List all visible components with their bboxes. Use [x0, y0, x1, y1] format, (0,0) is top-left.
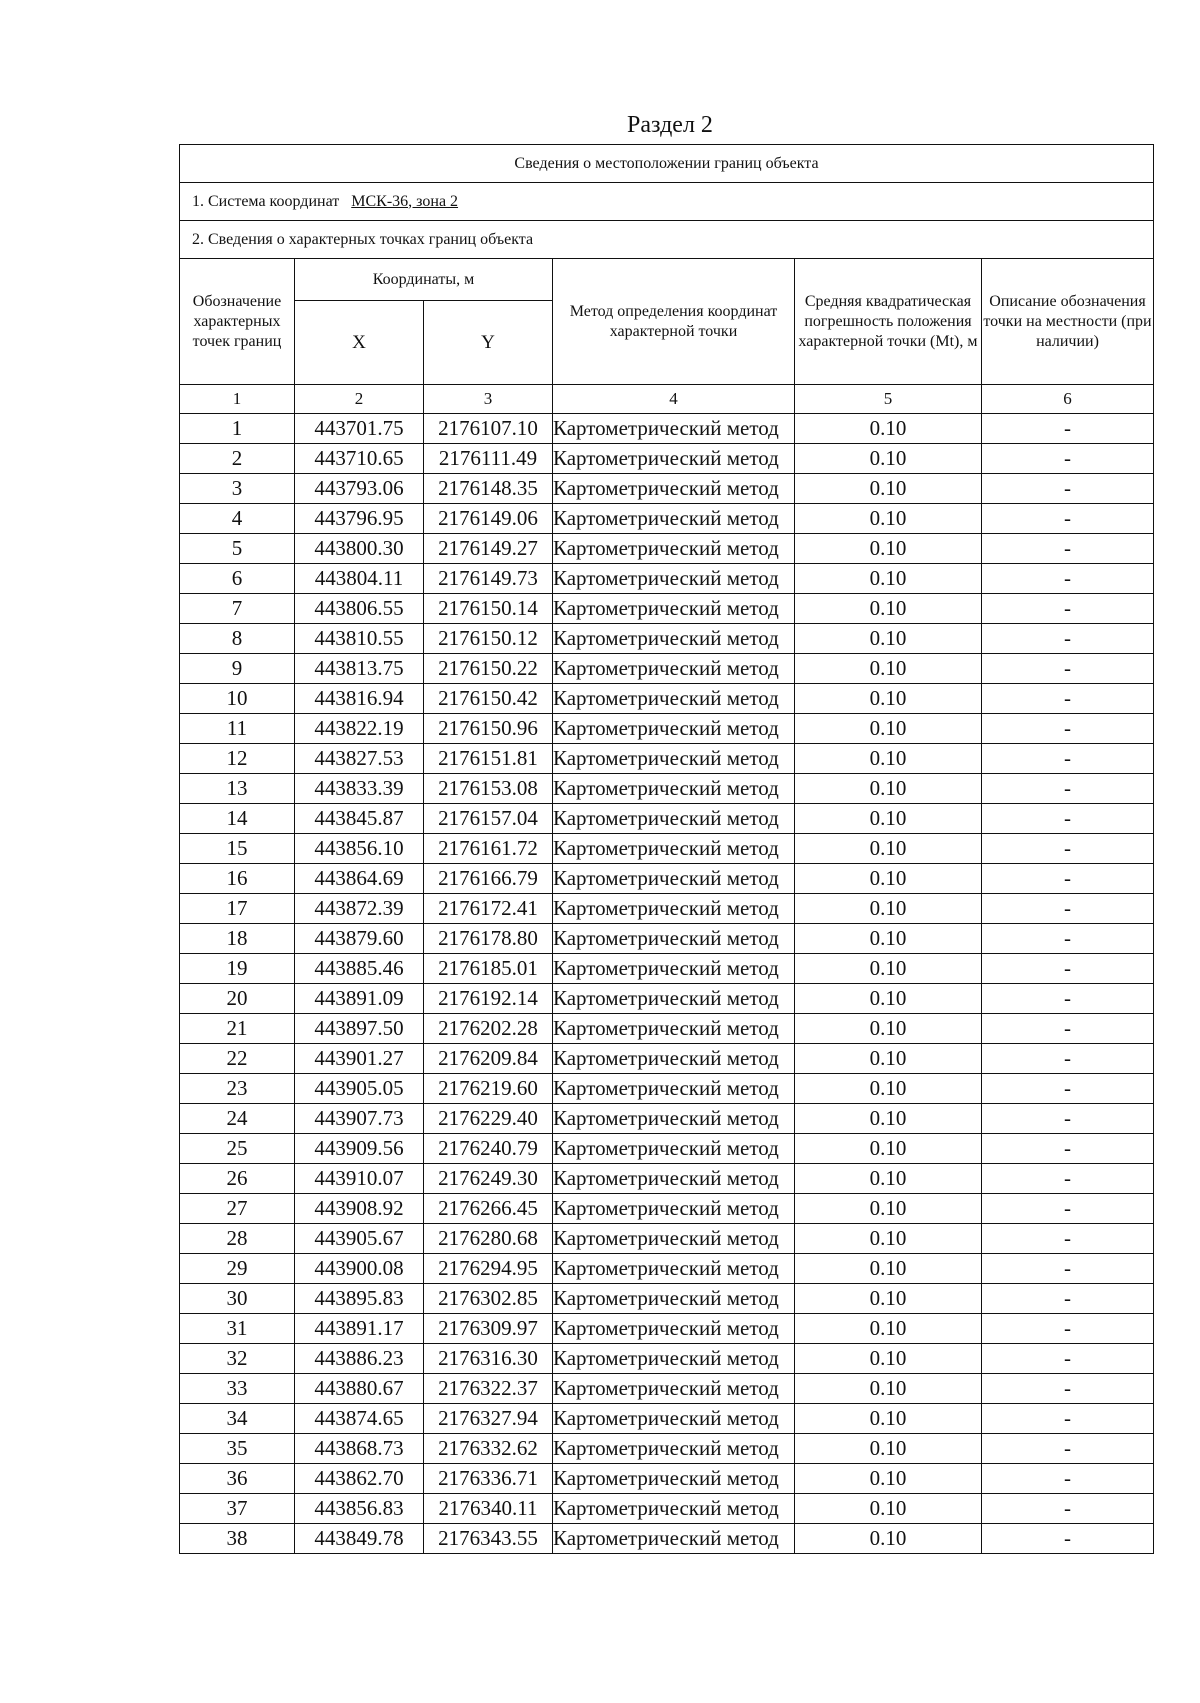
method-cell: Картометрический метод	[553, 1134, 795, 1164]
x-coordinate-cell: 443891.17	[295, 1314, 424, 1344]
table-row	[180, 1524, 1154, 1554]
description-cell: -	[982, 1164, 1154, 1194]
x-coordinate-cell: 443909.56	[295, 1134, 424, 1164]
x-coordinate-cell: 443891.09	[295, 984, 424, 1014]
table-row	[180, 1104, 1154, 1134]
y-coordinate-cell: 2176309.97	[424, 1314, 553, 1344]
table-row	[180, 1194, 1154, 1224]
y-coordinate-cell: 2176161.72	[424, 834, 553, 864]
description-cell: -	[982, 714, 1154, 744]
description-cell: -	[982, 1404, 1154, 1434]
method-cell: Картометрический метод	[553, 1524, 795, 1554]
y-coordinate-cell: 2176302.85	[424, 1284, 553, 1314]
table-row	[180, 414, 1154, 444]
header-description: Описание обозначения точки на местности (при наличии)	[982, 259, 1154, 385]
description-cell: -	[982, 1314, 1154, 1344]
table-row	[180, 954, 1154, 984]
error-cell: 0.10	[795, 1194, 982, 1224]
y-coordinate-cell: 2176209.84	[424, 1044, 553, 1074]
x-coordinate-cell: 443856.83	[295, 1494, 424, 1524]
error-cell: 0.10	[795, 714, 982, 744]
method-cell: Картометрический метод	[553, 1314, 795, 1344]
y-coordinate-cell: 2176153.08	[424, 774, 553, 804]
point-id-cell: 18	[180, 924, 295, 954]
error-cell: 0.10	[795, 654, 982, 684]
method-cell: Картометрический метод	[553, 954, 795, 984]
y-coordinate-cell: 2176316.30	[424, 1344, 553, 1374]
error-cell: 0.10	[795, 1404, 982, 1434]
x-coordinate-cell: 443862.70	[295, 1464, 424, 1494]
y-coordinate-cell: 2176280.68	[424, 1224, 553, 1254]
y-coordinate-cell: 2176249.30	[424, 1164, 553, 1194]
x-coordinate-cell: 443885.46	[295, 954, 424, 984]
point-id-cell: 4	[180, 504, 295, 534]
table-row	[180, 654, 1154, 684]
error-cell: 0.10	[795, 864, 982, 894]
x-coordinate-cell: 443833.39	[295, 774, 424, 804]
method-cell: Картометрический метод	[553, 1344, 795, 1374]
table-row	[180, 474, 1154, 504]
x-coordinate-cell: 443910.07	[295, 1164, 424, 1194]
description-cell: -	[982, 1434, 1154, 1464]
y-coordinate-cell: 2176340.11	[424, 1494, 553, 1524]
x-coordinate-cell: 443845.87	[295, 804, 424, 834]
point-id-cell: 1	[180, 414, 295, 444]
x-coordinate-cell: 443710.65	[295, 444, 424, 474]
error-cell: 0.10	[795, 1344, 982, 1374]
point-id-cell: 3	[180, 474, 295, 504]
point-id-cell: 20	[180, 984, 295, 1014]
y-coordinate-cell: 2176150.42	[424, 684, 553, 714]
point-id-cell: 26	[180, 1164, 295, 1194]
description-cell: -	[982, 1494, 1154, 1524]
error-cell: 0.10	[795, 954, 982, 984]
y-coordinate-cell: 2176172.41	[424, 894, 553, 924]
header-method: Метод определения координат характерной точки	[553, 259, 795, 385]
y-coordinate-cell: 2176149.06	[424, 504, 553, 534]
point-id-cell: 32	[180, 1344, 295, 1374]
y-coordinate-cell: 2176294.95	[424, 1254, 553, 1284]
description-cell: -	[982, 594, 1154, 624]
point-id-cell: 36	[180, 1464, 295, 1494]
x-coordinate-cell: 443868.73	[295, 1434, 424, 1464]
error-cell: 0.10	[795, 1494, 982, 1524]
description-cell: -	[982, 1224, 1154, 1254]
method-cell: Картометрический метод	[553, 474, 795, 504]
y-coordinate-cell: 2176166.79	[424, 864, 553, 894]
x-coordinate-cell: 443879.60	[295, 924, 424, 954]
error-cell: 0.10	[795, 894, 982, 924]
method-cell: Картометрический метод	[553, 1464, 795, 1494]
header-x: X	[295, 301, 424, 385]
x-coordinate-cell: 443864.69	[295, 864, 424, 894]
y-coordinate-cell: 2176266.45	[424, 1194, 553, 1224]
description-cell: -	[982, 474, 1154, 504]
error-cell: 0.10	[795, 474, 982, 504]
point-id-cell: 14	[180, 804, 295, 834]
table-row	[180, 504, 1154, 534]
error-cell: 0.10	[795, 594, 982, 624]
description-cell: -	[982, 1014, 1154, 1044]
x-coordinate-cell: 443822.19	[295, 714, 424, 744]
error-cell: 0.10	[795, 774, 982, 804]
table-row	[180, 1404, 1154, 1434]
error-cell: 0.10	[795, 924, 982, 954]
table-row	[180, 804, 1154, 834]
table-row	[180, 894, 1154, 924]
point-id-cell: 10	[180, 684, 295, 714]
coordinate-system-label: 1. Система координат	[192, 192, 340, 210]
coordinate-system-row	[180, 183, 1154, 221]
header-error: Средняя квадратическая погрешность положения характерной точки (Mt), м	[795, 259, 982, 385]
x-coordinate-cell: 443905.67	[295, 1224, 424, 1254]
method-cell: Картометрический метод	[553, 1074, 795, 1104]
method-cell: Картометрический метод	[553, 654, 795, 684]
point-id-cell: 15	[180, 834, 295, 864]
point-id-cell: 38	[180, 1524, 295, 1554]
header-coords: Координаты, м	[295, 259, 553, 301]
x-coordinate-cell: 443813.75	[295, 654, 424, 684]
y-coordinate-cell: 2176149.27	[424, 534, 553, 564]
table-row	[180, 1494, 1154, 1524]
error-cell: 0.10	[795, 1134, 982, 1164]
description-cell: -	[982, 624, 1154, 654]
point-id-cell: 23	[180, 1074, 295, 1104]
x-coordinate-cell: 443880.67	[295, 1374, 424, 1404]
table-row	[180, 1164, 1154, 1194]
table-row	[180, 1044, 1154, 1074]
point-id-cell: 24	[180, 1104, 295, 1134]
description-cell: -	[982, 444, 1154, 474]
point-id-cell: 28	[180, 1224, 295, 1254]
table-row	[180, 714, 1154, 744]
description-cell: -	[982, 1254, 1154, 1284]
method-cell: Картометрический метод	[553, 1374, 795, 1404]
point-id-cell: 34	[180, 1404, 295, 1434]
table-row	[180, 1464, 1154, 1494]
y-coordinate-cell: 2176151.81	[424, 744, 553, 774]
y-coordinate-cell: 2176336.71	[424, 1464, 553, 1494]
method-cell: Картометрический метод	[553, 504, 795, 534]
description-cell: -	[982, 1074, 1154, 1104]
description-cell: -	[982, 924, 1154, 954]
y-coordinate-cell: 2176202.28	[424, 1014, 553, 1044]
y-coordinate-cell: 2176150.22	[424, 654, 553, 684]
table-row	[180, 594, 1154, 624]
description-cell: -	[982, 1194, 1154, 1224]
method-cell: Картометрический метод	[553, 594, 795, 624]
point-id-cell: 11	[180, 714, 295, 744]
x-coordinate-cell: 443796.95	[295, 504, 424, 534]
description-cell: -	[982, 1044, 1154, 1074]
method-cell: Картометрический метод	[553, 1224, 795, 1254]
table-row	[180, 744, 1154, 774]
error-cell: 0.10	[795, 564, 982, 594]
point-id-cell: 35	[180, 1434, 295, 1464]
table-title: Сведения о местоположении границ объекта	[180, 145, 1154, 183]
error-cell: 0.10	[795, 984, 982, 1014]
method-cell: Картометрический метод	[553, 564, 795, 594]
y-coordinate-cell: 2176229.40	[424, 1104, 553, 1134]
table-row	[180, 1314, 1154, 1344]
coordinate-system-value: МСК-36, зона 2	[351, 192, 459, 210]
y-coordinate-cell: 2176343.55	[424, 1524, 553, 1554]
description-cell: -	[982, 1374, 1154, 1404]
description-cell: -	[982, 504, 1154, 534]
method-cell: Картометрический метод	[553, 1284, 795, 1314]
method-cell: Картометрический метод	[553, 414, 795, 444]
table-row	[180, 1014, 1154, 1044]
error-cell: 0.10	[795, 1524, 982, 1554]
error-cell: 0.10	[795, 1374, 982, 1404]
x-coordinate-cell: 443793.06	[295, 474, 424, 504]
table-row	[180, 1374, 1154, 1404]
section-title: Раздел 2	[627, 112, 713, 138]
x-coordinate-cell: 443816.94	[295, 684, 424, 714]
column-number: 2	[295, 385, 424, 414]
method-cell: Картометрический метод	[553, 1044, 795, 1074]
error-cell: 0.10	[795, 504, 982, 534]
point-id-cell: 13	[180, 774, 295, 804]
boundary-points-table	[179, 144, 1154, 1554]
y-coordinate-cell: 2176150.96	[424, 714, 553, 744]
method-cell: Картометрический метод	[553, 894, 795, 924]
table-row	[180, 534, 1154, 564]
x-coordinate-cell: 443908.92	[295, 1194, 424, 1224]
method-cell: Картометрический метод	[553, 444, 795, 474]
y-coordinate-cell: 2176192.14	[424, 984, 553, 1014]
x-coordinate-cell: 443901.27	[295, 1044, 424, 1074]
description-cell: -	[982, 744, 1154, 774]
error-cell: 0.10	[795, 1104, 982, 1134]
point-id-cell: 2	[180, 444, 295, 474]
point-id-cell: 16	[180, 864, 295, 894]
error-cell: 0.10	[795, 834, 982, 864]
error-cell: 0.10	[795, 534, 982, 564]
point-id-cell: 17	[180, 894, 295, 924]
method-cell: Картометрический метод	[553, 804, 795, 834]
description-cell: -	[982, 654, 1154, 684]
table-row	[180, 624, 1154, 654]
column-number: 6	[982, 385, 1154, 414]
point-id-cell: 37	[180, 1494, 295, 1524]
table-row	[180, 444, 1154, 474]
x-coordinate-cell: 443800.30	[295, 534, 424, 564]
table-row	[180, 1284, 1154, 1314]
y-coordinate-cell: 2176150.14	[424, 594, 553, 624]
points-section-title: 2. Сведения о характерных точках границ объекта	[180, 221, 1154, 259]
x-coordinate-cell: 443804.11	[295, 564, 424, 594]
table-row	[180, 1074, 1154, 1104]
x-coordinate-cell: 443905.05	[295, 1074, 424, 1104]
description-cell: -	[982, 894, 1154, 924]
description-cell: -	[982, 1344, 1154, 1374]
error-cell: 0.10	[795, 744, 982, 774]
y-coordinate-cell: 2176178.80	[424, 924, 553, 954]
table-row	[180, 1254, 1154, 1284]
error-cell: 0.10	[795, 1284, 982, 1314]
table-row	[180, 684, 1154, 714]
point-id-cell: 5	[180, 534, 295, 564]
column-number: 1	[180, 385, 295, 414]
description-cell: -	[982, 1104, 1154, 1134]
y-coordinate-cell: 2176322.37	[424, 1374, 553, 1404]
error-cell: 0.10	[795, 1044, 982, 1074]
method-cell: Картометрический метод	[553, 624, 795, 654]
point-id-cell: 7	[180, 594, 295, 624]
method-cell: Картометрический метод	[553, 1164, 795, 1194]
description-cell: -	[982, 774, 1154, 804]
x-coordinate-cell: 443856.10	[295, 834, 424, 864]
error-cell: 0.10	[795, 1074, 982, 1104]
x-coordinate-cell: 443701.75	[295, 414, 424, 444]
method-cell: Картометрический метод	[553, 684, 795, 714]
description-cell: -	[982, 1134, 1154, 1164]
y-coordinate-cell: 2176240.79	[424, 1134, 553, 1164]
method-cell: Картометрический метод	[553, 984, 795, 1014]
description-cell: -	[982, 804, 1154, 834]
point-id-cell: 12	[180, 744, 295, 774]
column-number: 3	[424, 385, 553, 414]
description-cell: -	[982, 564, 1154, 594]
x-coordinate-cell: 443874.65	[295, 1404, 424, 1434]
point-id-cell: 21	[180, 1014, 295, 1044]
error-cell: 0.10	[795, 1434, 982, 1464]
column-number: 4	[553, 385, 795, 414]
method-cell: Картометрический метод	[553, 924, 795, 954]
x-coordinate-cell: 443810.55	[295, 624, 424, 654]
method-cell: Картометрический метод	[553, 774, 795, 804]
x-coordinate-cell: 443886.23	[295, 1344, 424, 1374]
x-coordinate-cell: 443849.78	[295, 1524, 424, 1554]
error-cell: 0.10	[795, 1014, 982, 1044]
method-cell: Картометрический метод	[553, 714, 795, 744]
point-id-cell: 33	[180, 1374, 295, 1404]
method-cell: Картометрический метод	[553, 1104, 795, 1134]
y-coordinate-cell: 2176148.35	[424, 474, 553, 504]
point-id-cell: 31	[180, 1314, 295, 1344]
method-cell: Картометрический метод	[553, 744, 795, 774]
method-cell: Картометрический метод	[553, 864, 795, 894]
description-cell: -	[982, 684, 1154, 714]
method-cell: Картометрический метод	[553, 1254, 795, 1284]
x-coordinate-cell: 443907.73	[295, 1104, 424, 1134]
error-cell: 0.10	[795, 1164, 982, 1194]
description-cell: -	[982, 1524, 1154, 1554]
error-cell: 0.10	[795, 444, 982, 474]
description-cell: -	[982, 954, 1154, 984]
description-cell: -	[982, 1284, 1154, 1314]
column-number: 5	[795, 385, 982, 414]
y-coordinate-cell: 2176157.04	[424, 804, 553, 834]
x-coordinate-cell: 443872.39	[295, 894, 424, 924]
point-id-cell: 9	[180, 654, 295, 684]
table-row	[180, 1134, 1154, 1164]
description-cell: -	[982, 414, 1154, 444]
error-cell: 0.10	[795, 1314, 982, 1344]
error-cell: 0.10	[795, 804, 982, 834]
table-row	[180, 774, 1154, 804]
y-coordinate-cell: 2176332.62	[424, 1434, 553, 1464]
error-cell: 0.10	[795, 414, 982, 444]
table-row	[180, 984, 1154, 1014]
x-coordinate-cell: 443806.55	[295, 594, 424, 624]
table-row	[180, 834, 1154, 864]
error-cell: 0.10	[795, 624, 982, 654]
method-cell: Картометрический метод	[553, 834, 795, 864]
method-cell: Картометрический метод	[553, 1434, 795, 1464]
method-cell: Картометрический метод	[553, 1014, 795, 1044]
description-cell: -	[982, 534, 1154, 564]
table-row	[180, 564, 1154, 594]
header-y: Y	[424, 301, 553, 385]
error-cell: 0.10	[795, 1254, 982, 1284]
y-coordinate-cell: 2176107.10	[424, 414, 553, 444]
point-id-cell: 19	[180, 954, 295, 984]
x-coordinate-cell: 443900.08	[295, 1254, 424, 1284]
method-cell: Картометрический метод	[553, 1404, 795, 1434]
description-cell: -	[982, 834, 1154, 864]
error-cell: 0.10	[795, 1224, 982, 1254]
point-id-cell: 6	[180, 564, 295, 594]
error-cell: 0.10	[795, 1464, 982, 1494]
method-cell: Картометрический метод	[553, 534, 795, 564]
description-cell: -	[982, 984, 1154, 1014]
x-coordinate-cell: 443895.83	[295, 1284, 424, 1314]
description-cell: -	[982, 1464, 1154, 1494]
method-cell: Картометрический метод	[553, 1494, 795, 1524]
y-coordinate-cell: 2176150.12	[424, 624, 553, 654]
y-coordinate-cell: 2176149.73	[424, 564, 553, 594]
y-coordinate-cell: 2176111.49	[424, 444, 553, 474]
point-id-cell: 22	[180, 1044, 295, 1074]
method-cell: Картометрический метод	[553, 1194, 795, 1224]
point-id-cell: 27	[180, 1194, 295, 1224]
table-row	[180, 1344, 1154, 1374]
description-cell: -	[982, 864, 1154, 894]
point-id-cell: 29	[180, 1254, 295, 1284]
x-coordinate-cell: 443827.53	[295, 744, 424, 774]
table-row	[180, 864, 1154, 894]
error-cell: 0.10	[795, 684, 982, 714]
y-coordinate-cell: 2176185.01	[424, 954, 553, 984]
x-coordinate-cell: 443897.50	[295, 1014, 424, 1044]
point-id-cell: 25	[180, 1134, 295, 1164]
table-row	[180, 1434, 1154, 1464]
column-number-row	[180, 385, 1154, 414]
point-id-cell: 30	[180, 1284, 295, 1314]
table-row	[180, 1224, 1154, 1254]
header-point: Обозначение характерных точек границ	[180, 259, 295, 385]
table-row	[180, 924, 1154, 954]
y-coordinate-cell: 2176219.60	[424, 1074, 553, 1104]
point-id-cell: 8	[180, 624, 295, 654]
y-coordinate-cell: 2176327.94	[424, 1404, 553, 1434]
